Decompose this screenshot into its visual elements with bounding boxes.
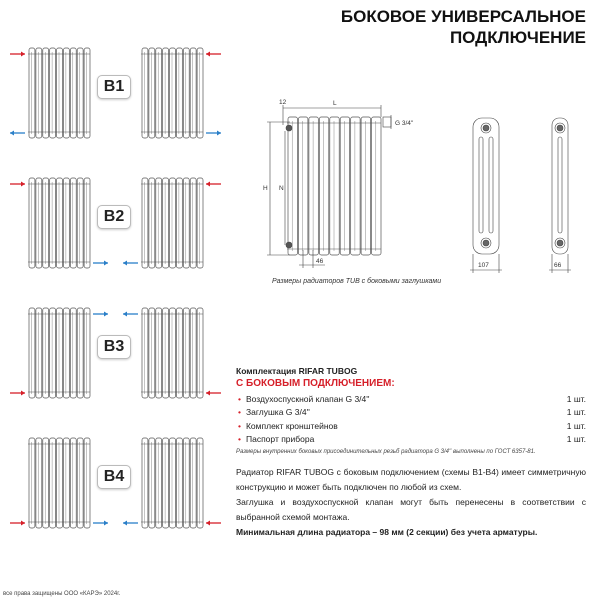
- scheme-label: B4: [97, 465, 131, 489]
- return-arrow-icon: [123, 261, 138, 266]
- return-arrow-icon: [123, 312, 138, 317]
- bullet-icon: •: [238, 393, 241, 404]
- connection-scheme-b3: [0, 300, 225, 410]
- dim-12: 12: [279, 99, 287, 106]
- kit-item: • Комплект кронштейнов 1 шт.: [238, 420, 586, 431]
- connection-scheme-b1: [0, 40, 225, 150]
- supply-arrow-icon: [10, 391, 25, 396]
- kit-item: • Воздухоспускной клапан G 3/4'' 1 шт.: [238, 393, 586, 404]
- scheme-label: B2: [97, 205, 131, 229]
- dim-N: N: [279, 185, 284, 192]
- dim-66: 66: [554, 262, 562, 269]
- kit-section: [236, 366, 586, 455]
- return-arrow-icon: [93, 521, 108, 526]
- radiator-left: [28, 178, 90, 268]
- connection-scheme-b4: [0, 430, 225, 540]
- radiator-right: [141, 178, 203, 268]
- bullet-icon: •: [238, 420, 241, 431]
- supply-arrow-icon: [206, 182, 221, 187]
- supply-arrow-icon: [206, 52, 221, 57]
- supply-arrow-icon: [206, 521, 221, 526]
- copyright-footer: все права защищены ООО «КАРЭ» 2024г.: [3, 591, 121, 597]
- bullet-icon: •: [238, 407, 241, 418]
- radiator-left: [28, 438, 90, 528]
- scheme-label: B3: [97, 335, 131, 359]
- return-arrow-icon: [10, 131, 25, 136]
- radiator-right: [141, 308, 203, 398]
- kit-item: • Заглушка G 3/4'' 1 шт.: [238, 407, 586, 418]
- kit-subheading: С БОКОВЫМ ПОДКЛЮЧЕНИЕМ:: [236, 378, 395, 389]
- radiator-left: [28, 48, 90, 138]
- page-title: БОКОВОЕ УНИВЕРСАЛЬНОЕ ПОДКЛЮЧЕНИЕ: [340, 7, 586, 47]
- supply-arrow-icon: [10, 52, 25, 57]
- dim-L: L: [333, 100, 337, 107]
- description: Радиатор RIFAR TUBOG с боковым подключением (схемы B1-B4) имеет симметричную конструкцию и может быть подключен по любой из схем. Заглушка и воздухоспускной клапан могут быть перенесены в соответствии с выбранной схемой монтажа. Минимальная длина радиатора – 98 мм (2 секции) без учета арматуры.: [236, 467, 586, 537]
- connection-scheme-b2: [0, 170, 225, 280]
- drawing-caption: Размеры радиаторов TUB с боковыми заглушками: [272, 278, 442, 285]
- scheme-label: B1: [97, 75, 131, 99]
- return-arrow-icon: [93, 261, 108, 266]
- return-arrow-icon: [123, 521, 138, 526]
- dim-46: 46: [316, 258, 324, 265]
- radiator-dimension-drawing: [255, 95, 600, 280]
- kit-item: • Паспорт прибора 1 шт.: [238, 434, 586, 445]
- radiator-right: [141, 438, 203, 528]
- dim-H: H: [263, 185, 268, 192]
- radiator-right: [141, 48, 203, 138]
- dim-107: 107: [478, 262, 489, 269]
- supply-arrow-icon: [10, 521, 25, 526]
- kit-note: Размеры внутренних боковых присоединительных резьб радиатора G 3/4'' выполнены по ГОСТ 6357-81.: [236, 449, 536, 455]
- return-arrow-icon: [93, 312, 108, 317]
- bullet-icon: •: [238, 434, 241, 445]
- kit-heading: Комплектация RIFAR TUBOG: [236, 366, 358, 376]
- supply-arrow-icon: [206, 391, 221, 396]
- radiator-left: [28, 308, 90, 398]
- return-arrow-icon: [206, 131, 221, 136]
- dim-thread: G 3/4'': [395, 120, 414, 127]
- supply-arrow-icon: [10, 182, 25, 187]
